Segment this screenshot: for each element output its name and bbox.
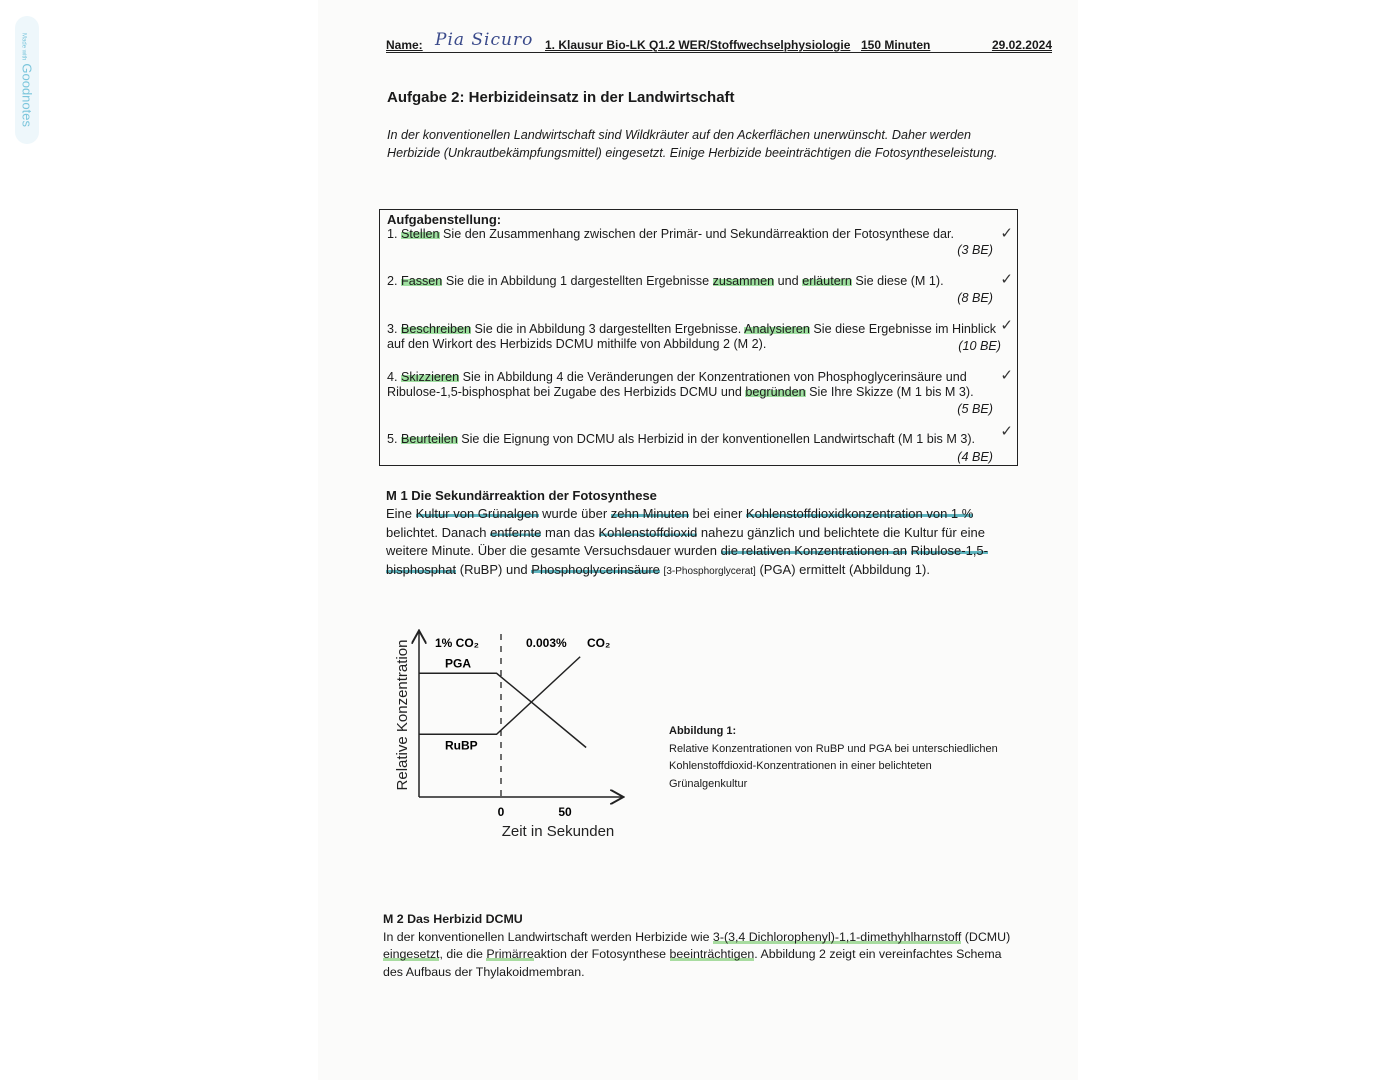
text-segment: . Abbildung 2 zeigt ein vereinfachtes Schema des Aufbaus der Thylakoidmembran.: [383, 947, 1002, 979]
highlighted-text: begründen: [745, 385, 806, 399]
y-axis-label: Relative Konzentration: [394, 639, 411, 791]
figure-1-chart: [380, 620, 660, 850]
material-m1: [386, 487, 1026, 581]
text-segment: nahezu gänzlich und belichtete die Kultur für eine weitere Minute. Über die gesamte Versuchsdauer wurden: [386, 524, 985, 559]
highlighted-text: beeinträchtigen: [669, 947, 755, 961]
name-label: Name:: [386, 38, 423, 52]
highlighted-text: Beurteilen: [401, 432, 458, 446]
watermark-brand: Goodnotes: [19, 63, 35, 127]
highlighted-text: Phosphoglycerinsäure: [531, 561, 660, 577]
highlighted-text: Ribulose-1,5-bisphosphat: [386, 543, 988, 577]
text-segment: und: [774, 274, 803, 288]
highlighted-text: erläutern: [802, 274, 852, 288]
checkmark-icon: ✓: [1000, 367, 1013, 384]
text-segment: Eine: [386, 506, 416, 522]
text-segment: belichtet. Danach: [386, 524, 491, 540]
highlighted-text: zusammen: [712, 274, 775, 288]
exam-date: 29.02.2024: [991, 38, 1052, 52]
highlighted-text: Stellen: [401, 227, 440, 241]
task-points: (10 BE): [958, 339, 1001, 353]
highlighted-text: Fassen: [401, 274, 443, 288]
task-heading: Aufgabenstellung:: [387, 212, 502, 227]
checkmark-icon: ✓: [1000, 225, 1013, 242]
series-label-rubp: RuBP: [445, 738, 478, 753]
text-segment: (DCMU): [961, 929, 1011, 944]
caption-line: Grünalgenkultur: [669, 777, 748, 790]
highlighted-text: die relativen Konzentrationen an: [720, 543, 908, 559]
text-segment: , die die: [439, 947, 487, 961]
m1-title: M 1 Die Sekundärreaktion der Fotosynthese: [386, 488, 657, 503]
highlighted-text: zehn Minuten: [610, 506, 689, 522]
highlighted-text: Kohlenstoffdioxidkonzentration von 1 %: [745, 506, 974, 522]
text-segment: In der konventionellen Landwirtschaft werden Herbizide wie: [383, 929, 713, 944]
text-segment: Sie diese (M 1).: [851, 274, 944, 288]
highlighted-text: entfernte: [490, 524, 542, 540]
highlighted-text: Kohlenstoffdioxid: [598, 524, 698, 540]
task-item: [387, 370, 997, 400]
series-line-pga: [419, 673, 586, 747]
task-item: [387, 227, 987, 242]
highlighted-text: eingesetzt: [383, 947, 440, 961]
highlighted-text: Skizzieren: [401, 370, 460, 384]
caption-line: Kohlenstoffdioxid-Konzentrationen in einer belichteten: [669, 760, 932, 772]
x-axis-label: Zeit in Sekunden: [501, 823, 615, 840]
highlighted-text: Analysieren: [744, 322, 810, 336]
phase-label-low: 0.003%: [526, 636, 567, 650]
exam-header: [386, 30, 1052, 53]
text-segment: 5.: [387, 432, 402, 446]
task-item: [387, 322, 997, 352]
intro-text: In der konventionellen Landwirtschaft sind Wildkräuter auf den Ackerflächen unerwünscht. Daher werden Herbizide (Unkrautbekämpfungsmittel) eingesetzt. Einige Herbizide beeinträchtigen die Fotosyntheseleistung.: [387, 128, 998, 160]
text-segment: 3.: [387, 322, 402, 336]
task-title: Aufgabe 2: Herbizideinsatz in der Landwirtschaft: [387, 89, 735, 106]
text-segment: man das: [541, 524, 599, 540]
text-segment: Sie den Zusammenhang zwischen der Primär- und Sekundärreaktion der Fotosynthese dar.: [439, 227, 955, 241]
student-name-handwritten: Pia Sicuro: [435, 30, 534, 50]
x-tick-0: 0: [497, 805, 505, 819]
m1-text: [386, 505, 1026, 581]
task-points: (4 BE): [957, 450, 993, 464]
exam-title: 1. Klausur Bio-LK Q1.2 WER/Stoffwechselphysiologie: [545, 38, 851, 52]
highlighted-text: Beschreiben: [401, 322, 472, 336]
text-segment: (PGA) ermittelt (Abbildung 1).: [755, 561, 930, 577]
phase-label-co2: CO₂: [587, 636, 611, 650]
phase-label-1pct: 1% CO₂: [435, 636, 480, 650]
task-item: [387, 274, 997, 289]
caption-line: Relative Konzentrationen von RuBP und PGA bei unterschiedlichen: [669, 742, 998, 755]
highlighted-text: [3-Phosphorglycerat]: [663, 565, 756, 577]
text-segment: Sie die in Abbildung 3 dargestellten Ergebnisse.: [471, 322, 745, 336]
x-tick-50: 50: [558, 805, 572, 819]
checkmark-icon: ✓: [1000, 271, 1013, 288]
text-segment: aktion der Fotosynthese: [533, 947, 670, 961]
task-item: [387, 432, 997, 447]
text-segment: Sie in Abbildung 4 die Veränderungen der Konzentrationen von Phosphoglycerinsäure und Ribulose-1,5-bisphosphat bei Zugabe des Herbizids DCMU und: [387, 370, 967, 399]
text-segment: Sie diese Ergebnisse im Hinblick auf den Wirkort des Herbizids DCMU mithilfe von Abbildung 2 (M 2).: [387, 322, 997, 351]
text-segment: 4.: [387, 370, 402, 384]
text-segment: (RuBP) und: [456, 561, 532, 577]
checkmark-icon: ✓: [1000, 423, 1013, 440]
task-box: [379, 209, 1018, 466]
figure-1-caption: [669, 723, 998, 793]
goodnotes-watermark: [15, 16, 39, 144]
highlighted-text: Kultur von Grünalgen: [415, 506, 539, 522]
m2-text: [383, 929, 1023, 982]
text-segment: 1.: [387, 227, 402, 241]
text-segment: wurde über: [538, 506, 611, 522]
series-label-pga: PGA: [445, 656, 472, 671]
task-points: (5 BE): [957, 402, 993, 416]
checkmark-icon: ✓: [1000, 317, 1013, 334]
m2-title: M 2 Das Herbizid DCMU: [383, 912, 523, 926]
text-segment: bei einer: [688, 506, 746, 522]
caption-title: Abbildung 1:: [669, 725, 737, 737]
text-segment: Sie die in Abbildung 1 dargestellten Ergebnisse: [442, 274, 713, 288]
task-points: (3 BE): [957, 243, 993, 257]
highlighted-text: Primärre: [486, 947, 534, 961]
text-segment: 2.: [387, 274, 402, 288]
material-m2: [383, 911, 1023, 981]
watermark-prefix: Made with: [20, 33, 27, 61]
highlighted-text: 3-(3,4 Dichlorophenyl)-1,1-dimethyhlharnstoff: [712, 929, 962, 944]
task-points: (8 BE): [957, 291, 993, 305]
text-segment: Sie Ihre Skizze (M 1 bis M 3).: [805, 385, 974, 399]
text-segment: Sie die Eignung von DCMU als Herbizid in der konventionellen Landwirtschaft (M 1 bis M 3).: [457, 432, 976, 446]
exam-duration: 150 Minuten: [861, 38, 931, 52]
